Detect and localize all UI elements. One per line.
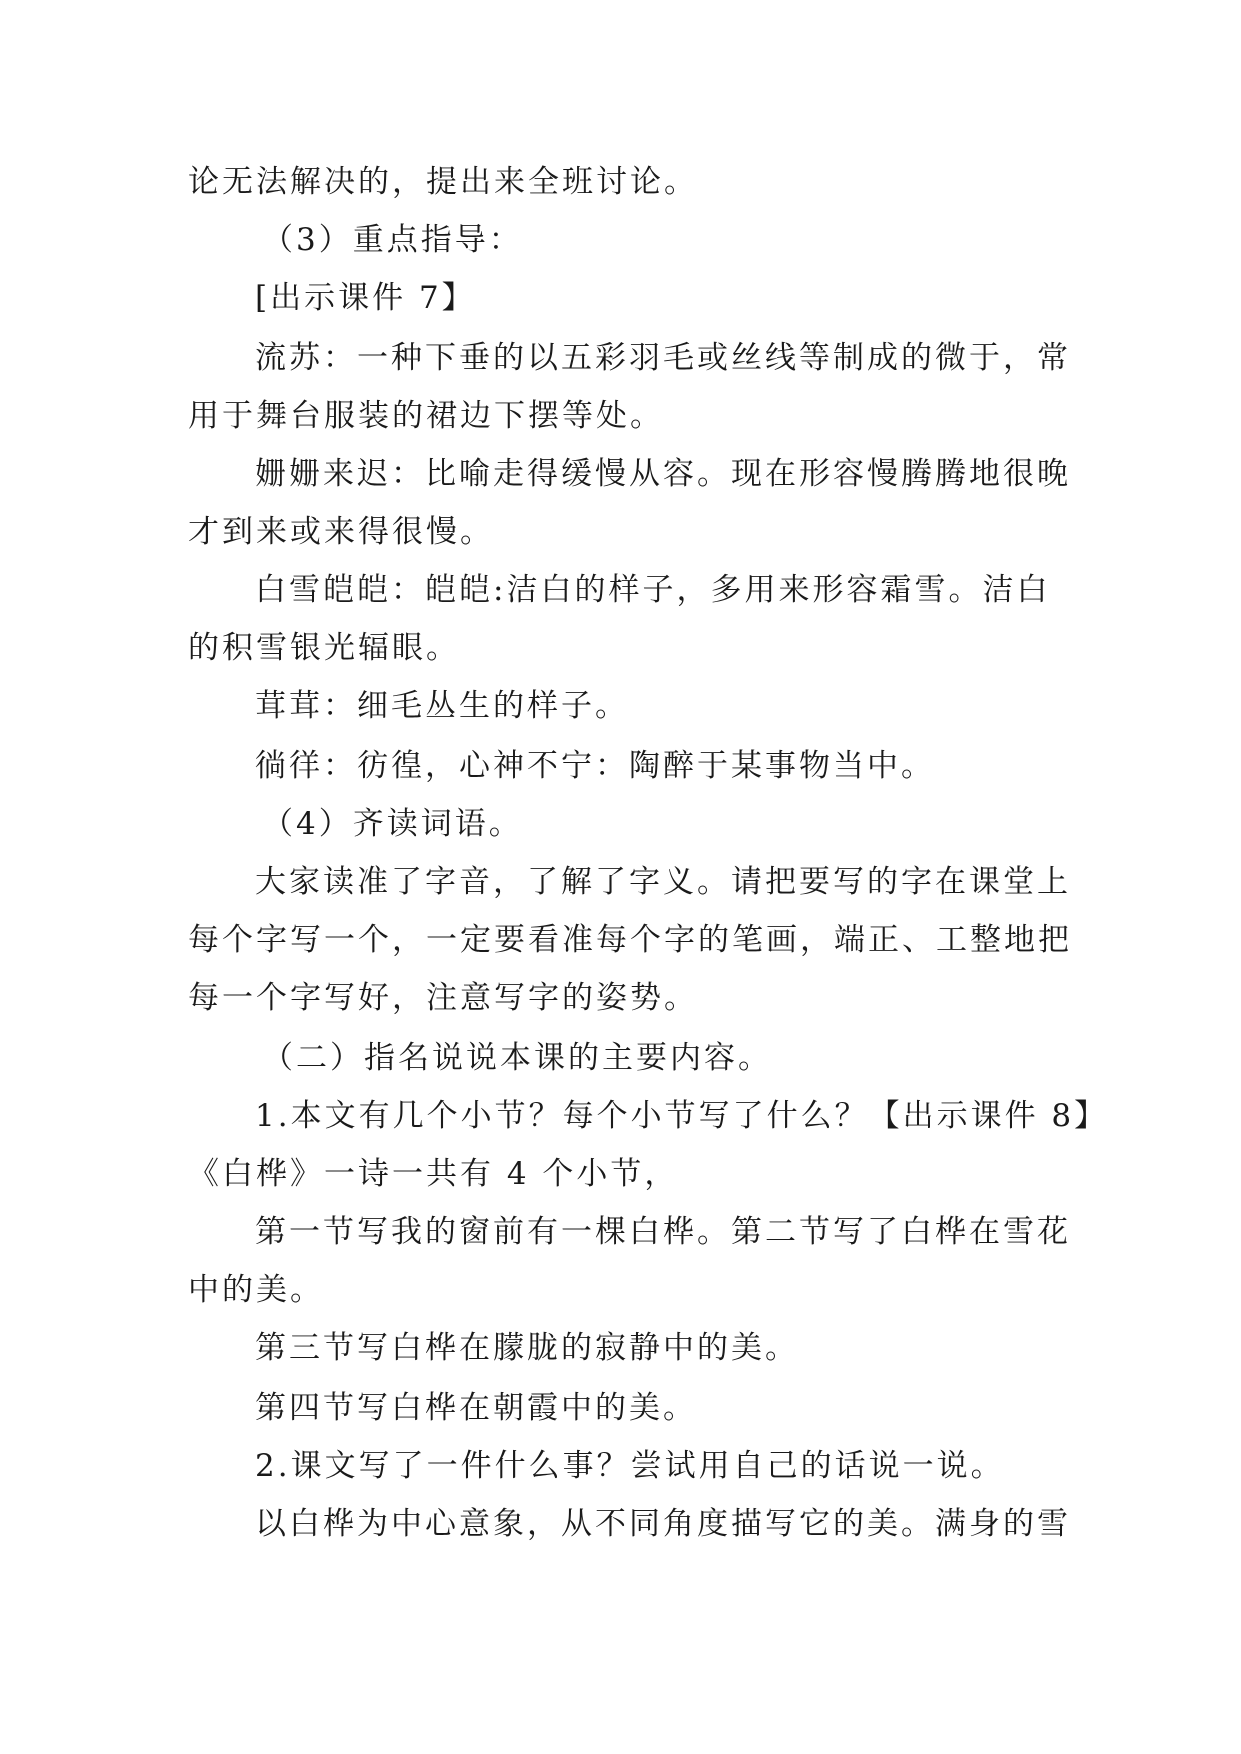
text-line: 第一节写我的窗前有一棵白桦。第二节写了白桦在雪花: [255, 1214, 1071, 1250]
text-line: （4）齐读词语。: [262, 806, 523, 842]
text-line: 中的美。: [188, 1272, 324, 1308]
text-line: 每个字写一个，一定要看准每个字的笔画，端正、工整地把: [188, 922, 1072, 958]
text-line: 2.课文写了一件什么事？尝试用自己的话说一说。: [255, 1448, 1005, 1484]
text-line: 以白桦为中心意象，从不同角度描写它的美。满身的雪: [255, 1506, 1071, 1542]
text-line: 每一个字写好，注意写字的姿势。: [188, 980, 698, 1016]
text-line: 白雪皑皑：皑皑:洁白的样子，多用来形容霜雪。洁白: [255, 572, 1051, 608]
text-line: 第三节写白桦在朦胧的寂静中的美。: [255, 1330, 799, 1366]
text-line: 论无法解决的，提出来全班讨论。: [188, 164, 698, 200]
text-line: 的积雪银光辐眼。: [188, 630, 460, 666]
text-line: 才到来或来得很慢。: [188, 514, 494, 550]
text-line: 流苏：一种下垂的以五彩羽毛或丝线等制成的微于，常: [255, 340, 1071, 376]
text-line: 徜徉：彷徨，心神不宁：陶醉于某事物当中。: [255, 748, 935, 784]
text-line: 《白桦》一诗一共有 4 个小节，: [188, 1156, 679, 1192]
text-line: 用于舞台服装的裙边下摆等处。: [188, 398, 664, 434]
text-line: 姗姗来迟：比喻走得缓慢从容。现在形容慢腾腾地很晚: [255, 456, 1071, 492]
text-line: 大家读准了字音，了解了字义。请把要写的字在课堂上: [255, 864, 1071, 900]
text-line: [出示课件 7】: [255, 280, 476, 316]
text-line: 茸茸：细毛丛生的样子。: [255, 688, 629, 724]
text-line: （二）指名说说本课的主要内容。: [262, 1040, 772, 1076]
text-line: 1.本文有几个小节？每个小节写了什么？【出示课件 8】: [255, 1098, 1109, 1134]
text-line: （3）重点指导：: [262, 222, 523, 258]
text-line: 第四节写白桦在朝霞中的美。: [255, 1390, 697, 1426]
